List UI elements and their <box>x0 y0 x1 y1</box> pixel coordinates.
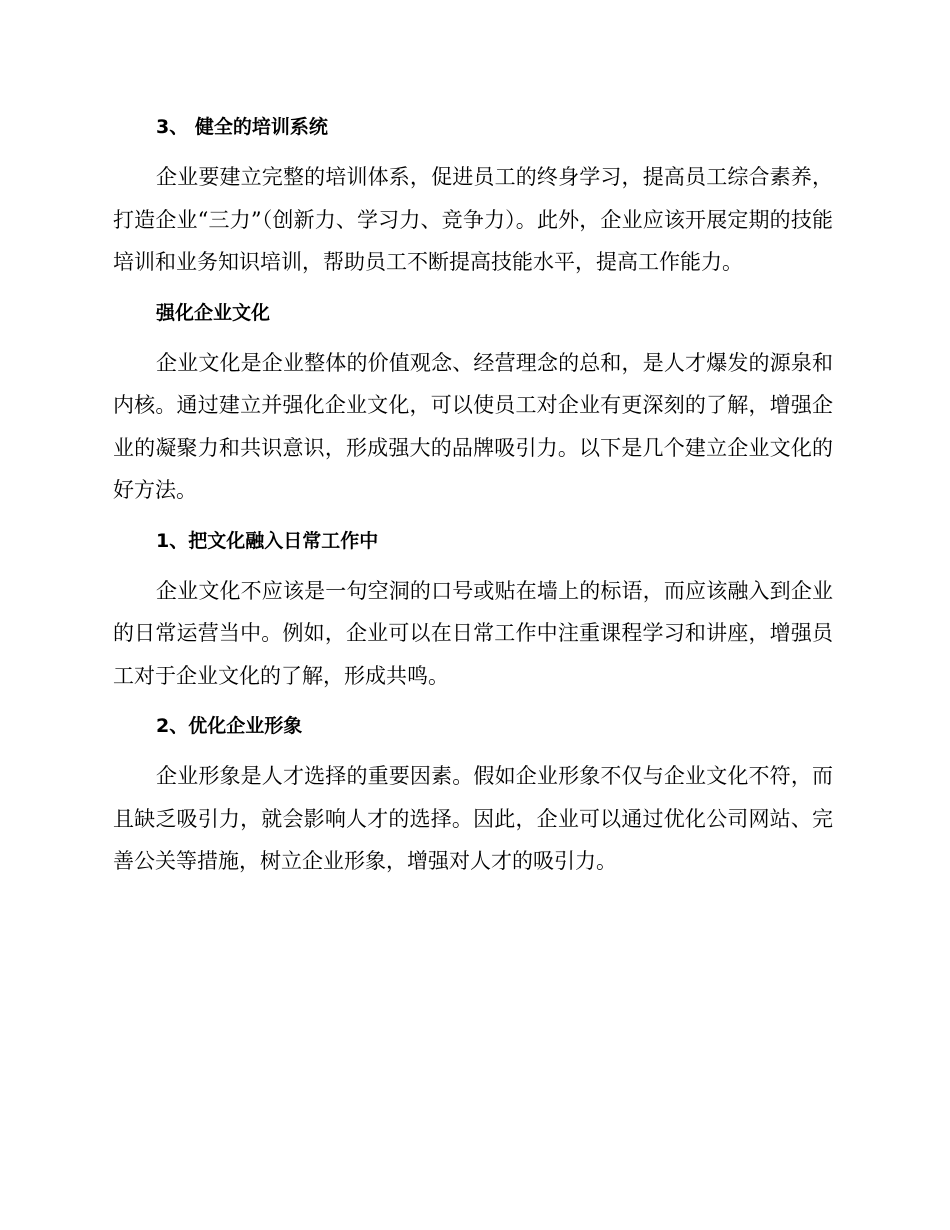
section-heading-corporate-culture: 强化企业文化 <box>156 301 271 324</box>
section-heading-training-system: 3、 健全的培训系统 <box>156 116 328 138</box>
document-body <box>113 110 833 895</box>
section-paragraph-corporate-image: 企业形象是人才选择的重要因素。假如企业形象不仅与企业文化不符，而且缺乏吸引力，就会影响人才的选择。因此，企业可以通过优化公司网站、完善公关等措施，树立企业形象，增强对人才的吸引力。 <box>113 764 833 873</box>
section-paragraph-training-system: 企业要建立完整的培训体系，促进员工的终身学习，提高员工综合素养，打造企业“三力”（创新力、学习力、竞争力）。此外，企业应该开展定期的技能培训和业务知识培训，帮助员工不断提高技能水平，提高工作能力。 <box>113 165 833 274</box>
section-heading-culture-in-daily-work: 1、把文化融入日常工作中 <box>156 529 379 552</box>
section-paragraph-culture-in-daily-work: 企业文化不应该是一句空洞的口号或贴在墙上的标语，而应该融入到企业的日常运营当中。例如，企业可以在日常工作中注重课程学习和讲座，增强员工对于企业文化的了解，形成共鸣。 <box>113 578 833 688</box>
section-heading-corporate-image: 2、优化企业形象 <box>156 715 303 737</box>
section-paragraph-corporate-culture: 企业文化是企业整体的价值观念、经营理念的总和，是人才爆发的源泉和内核。通过建立并强化企业文化，可以使员工对企业有更深刻的了解，增强企业的凝聚力和共识意识，形成强大的品牌吸引力。以下是几个建立企业文化的好方法。 <box>113 350 833 502</box>
